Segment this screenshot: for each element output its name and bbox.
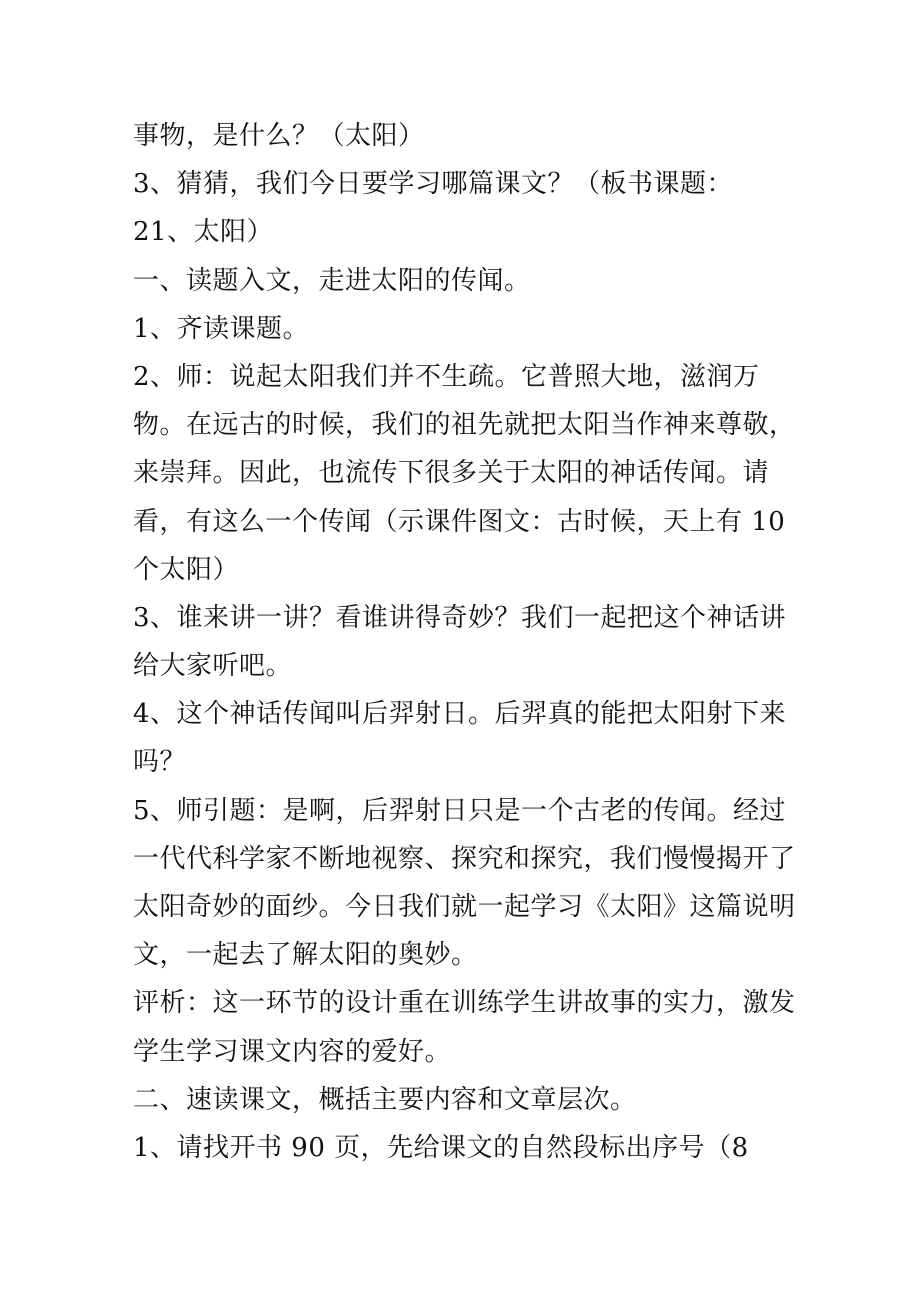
- text-line: 看，有这么一个传闻（示课件图文：古时候，天上有 10: [133, 506, 786, 537]
- document-body: [133, 112, 796, 1172]
- text-line: 事物，是什么？（太阳）: [133, 121, 425, 151]
- text-line: 1、齐读课题。: [133, 313, 310, 344]
- section-heading: 二、速读课文，概括主要内容和文章层次。: [133, 1084, 637, 1115]
- text-line: 学生学习课文内容的爱好。: [133, 1036, 452, 1067]
- text-line: 3、猜猜，我们今日要学习哪篇课文？（板书课题：: [133, 169, 734, 200]
- text-line: 给大家听吧。: [133, 651, 293, 682]
- text-line: 4、这个神话传闻叫后羿射日。后羿真的能把太阳射下来: [133, 699, 787, 730]
- section-heading: 一、读题入文，走进太阳的传闻。: [133, 265, 531, 296]
- text-line: 3、谁来讲一讲？看谁讲得奇妙？我们一起把这个神话讲: [133, 602, 787, 633]
- text-line: 评析：这一环节的设计重在训练学生讲故事的实力，激发: [133, 988, 796, 1019]
- text-line: 个太阳）: [133, 554, 240, 585]
- text-line: 21、太阳）: [133, 217, 274, 248]
- text-line: 一代代科学家不断地视察、探究和探究，我们慢慢揭开了: [133, 843, 796, 874]
- text-line: 5、师引题：是啊，后羿射日只是一个古老的传闻。经过: [133, 795, 787, 826]
- text-line: 文，一起去了解太阳的奥妙。: [133, 940, 478, 971]
- text-line: 2、师：说起太阳我们并不生疏。它普照大地，滋润万: [133, 361, 760, 392]
- text-line: 来崇拜。因此，也流传下很多关于太阳的神话传闻。请: [133, 458, 770, 489]
- text-line: 吗？: [133, 747, 187, 778]
- text-line: 太阳奇妙的面纱。今日我们就一起学习《太阳》这篇说明: [133, 892, 796, 922]
- text-line: 1、请找开书 90 页，先给课文的自然段标出序号（8: [133, 1132, 749, 1163]
- text-line: 物。在远古的时候，我们的祖先就把太阳当作神来尊敬，: [133, 410, 796, 441]
